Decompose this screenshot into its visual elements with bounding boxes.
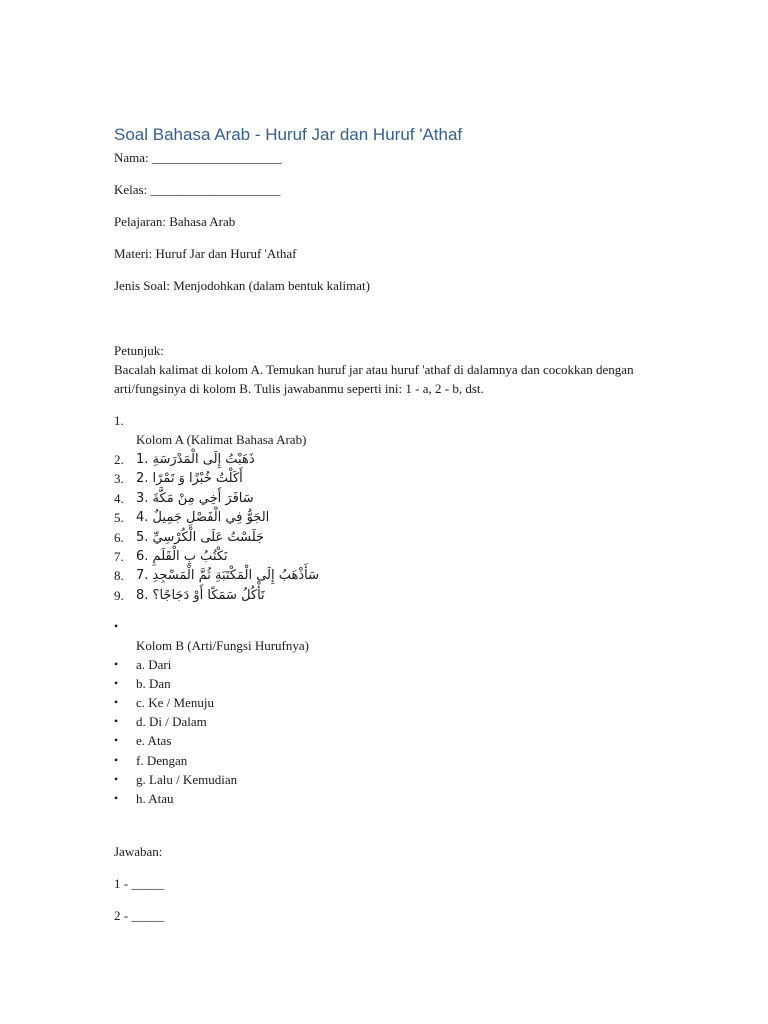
- kolom-a-first-number: 1.: [114, 413, 124, 428]
- kolom-b-item: a. Dari: [136, 657, 172, 672]
- nama-field: Nama: ____________________: [114, 150, 282, 165]
- kolom-a-item-number: 9.: [114, 587, 124, 603]
- kolom-b-item: f. Dengan: [136, 752, 188, 768]
- kelas-field: Kelas: ____________________: [114, 182, 281, 197]
- kolom-a-item-sentence: 3. سَافَرَ أَخِي مِنْ مَكَّةَ: [136, 490, 254, 506]
- materi-field: Materi: Huruf Jar dan Huruf 'Athaf: [114, 246, 297, 261]
- kolom-a-item-number: 6.: [114, 529, 124, 545]
- kolom-a-item-sentence: 6. نَكْتُبُ بِ الْقَلَمِ: [136, 549, 228, 564]
- bullet-icon: •: [114, 733, 119, 748]
- kolom-b-item: d. Di / Dalam: [136, 714, 207, 730]
- kolom-b-item: b. Dan: [136, 676, 171, 692]
- bullet-icon: •: [114, 790, 119, 805]
- jawaban-line: 1 - _____: [114, 876, 164, 891]
- kolom-a-heading: Kolom A (Kalimat Bahasa Arab): [136, 432, 307, 447]
- kolom-b-heading: Kolom B (Arti/Fungsi Hurufnya): [136, 638, 309, 653]
- bullet-icon: •: [114, 619, 119, 633]
- kolom-a-item-sentence: 5. جَلَسْتُ عَلَى الْكُرْسِيِّ: [136, 529, 265, 545]
- kolom-a-item-number: 7.: [114, 549, 124, 564]
- bullet-icon: •: [114, 771, 119, 786]
- bullet-icon: •: [114, 676, 119, 691]
- petunjuk-text: Bacalah kalimat di kolom A. Temukan huruf jar atau huruf 'athaf di dalamnya dan cocokkan dengan arti/fungsinya di kolom B. Tulis jawabanmu seperti ini: 1 - a, 2 - b, dst.: [114, 362, 634, 396]
- jawaban-label: Jawaban:: [114, 844, 163, 859]
- jawaban-line: 2 - _____: [114, 908, 164, 923]
- kolom-a-item-sentence: 4. الجَوُّ فِي الْفَصْلِ جَمِيلٌ: [136, 510, 270, 526]
- kolom-a-item-sentence: 2. أَكَلْتُ خُبْزًا وَ تَمْرًا: [136, 471, 243, 487]
- bullet-icon: •: [114, 752, 119, 767]
- kolom-a-item-number: 3.: [114, 471, 124, 487]
- kolom-a-item-sentence: 7. سَأَذْهَبُ إِلَى الْمَكْتَبَةِ ثُمَّ الْمَسْجِدِ: [136, 568, 320, 584]
- kolom-a-item-number: 5.: [114, 510, 124, 526]
- kolom-a-item-number: 2.: [114, 452, 124, 467]
- bullet-icon: •: [114, 657, 119, 671]
- kolom-a-item-sentence: 1. ذَهَبْتُ إِلَى الْمَدْرَسَةِ: [136, 452, 255, 467]
- kolom-b-item: g. Lalu / Kemudian: [136, 771, 238, 787]
- kolom-a-item-sentence: 8. تَأْكُلُ سَمَكًا أَوْ دَجَاجًا؟: [136, 587, 265, 603]
- pelajaran-field: Pelajaran: Bahasa Arab: [114, 214, 236, 229]
- kolom-b-item: h. Atau: [136, 790, 174, 806]
- jenis-soal-field: Jenis Soal: Menjodohkan (dalam bentuk kalimat): [114, 278, 370, 293]
- bullet-icon: •: [114, 714, 119, 729]
- kolom-b-item: c. Ke / Menuju: [136, 695, 214, 711]
- page-title: Soal Bahasa Arab - Huruf Jar dan Huruf 'Athaf: [114, 125, 463, 144]
- kolom-b-item: e. Atas: [136, 733, 172, 749]
- bullet-icon: •: [114, 695, 119, 710]
- kolom-a-item-number: 8.: [114, 568, 124, 584]
- kolom-a-item-number: 4.: [114, 490, 124, 506]
- petunjuk-label: Petunjuk:: [114, 343, 164, 358]
